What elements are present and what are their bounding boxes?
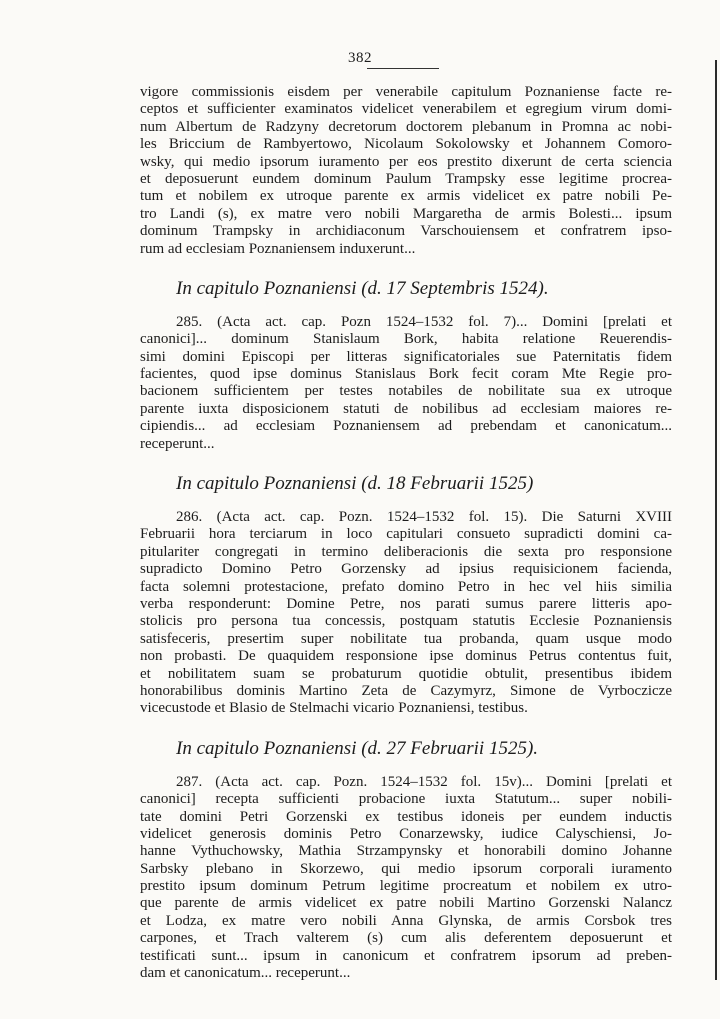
- text-line: num Albertum de Radzyny decretorum doctorem plebanum in Promna ac nobi-: [140, 118, 672, 135]
- text-line: vigore commissionis eisdem per venerabile capitulum Poznaniense facte re-: [140, 84, 672, 100]
- text-line: parente iuxta disposicionem statuti de nobilibus ad ecclesiam maiores re-: [140, 400, 672, 417]
- text-line: receperunt...: [140, 435, 215, 452]
- text-line: honorabilibus dominis Martino Zeta de Cazymyrz, Simone de Vyrboczicze: [140, 682, 672, 699]
- text-line: tro Landi (s), ex matre vero nobili Margaretha de armis Bolesti... ipsum: [140, 205, 672, 222]
- text-line: cipiendis... ad ecclesiam Poznaniensem ad prebendam et canonicatum...: [140, 418, 672, 435]
- text-line: 285. (Acta act. cap. Pozn 1524–1532 fol. 7)... Domini [prelati et: [176, 313, 672, 330]
- text-line: vicecustode et Blasio de Stelmachi vicario Poznaniensi, testibus.: [140, 700, 528, 717]
- text-line: pitulariter congregati in termino deliberacionis die sexta pro responsione: [140, 543, 672, 560]
- document-body: [140, 84, 672, 982]
- text-line: videlicet generosis dominis Petro Conarzewsky, iudice Calyschiensi, Jo-: [140, 825, 672, 842]
- text-line: canonici]... dominum Stanislaum Bork, habita relatione Reuerendis-: [140, 331, 672, 348]
- text-line: tum et nobilem ex utroque parente ex armis videlicet ex patre nobili Pe-: [140, 188, 672, 205]
- text-line: hanne Vythuchowsky, Mathia Strzampynsky et honorabili domino Johanne: [140, 843, 672, 860]
- section-heading: In capitulo Poznaniensi (d. 18 Februarii 1525): [176, 473, 534, 495]
- text-line: supradicto Domino Petro Gorzensky ad ipsius requisicionem facienda,: [140, 561, 672, 578]
- entry-285: [140, 314, 672, 453]
- entry-286: [140, 509, 672, 718]
- text-line: prestito ipsum dominum Petrum legitime procreatum et nobilem ex utro-: [140, 878, 672, 895]
- text-line: wsky, qui medio ipsorum iuramento per eos prestito dixerunt de certa sciencia: [140, 153, 672, 170]
- text-line: tate domini Petri Gorzenski ex testibus idoneis per eundem inductis: [140, 808, 672, 825]
- text-line: Sarbsky plebano in Skorzewo, qui medio ipsorum corporali iuramento: [140, 860, 672, 877]
- page-edge-shadow: [715, 60, 717, 980]
- text-line: 287. (Acta act. cap. Pozn. 1524–1532 fol. 15v)... Domini [prelati et: [176, 773, 672, 790]
- text-line: et deposuerunt eundem dominum Paulum Trampsky esse legitime procrea-: [140, 170, 672, 187]
- text-line: facta solemni protestacione, prefato domino Petro in hec vel hiis similia: [140, 578, 672, 595]
- text-line: bacionem sufficientem per testes notabiles de nobilitate sua ex utroque: [140, 383, 672, 400]
- text-line: non probasti. De quaquidem responsione ipse dominus Petrus contentus fuit,: [140, 648, 672, 665]
- text-line: canonici] recepta sufficienti probacione iuxta Statutum... super nobili-: [140, 791, 672, 808]
- text-line: dam et canonicatum... receperunt...: [140, 965, 351, 982]
- text-line: que parente de armis videlicet ex patre nobili Martino Gorzenski Nalancz: [140, 895, 672, 912]
- page-number-rule: [367, 68, 439, 69]
- text-line: verba responderunt: Domine Petre, nos parati sumus parere litteris apo-: [140, 595, 672, 612]
- text-line: facientes, quod ipse dominus Stanislaus Bork fecit coram Mte Regie pro-: [140, 366, 672, 383]
- section-heading: In capitulo Poznaniensi (d. 27 Februarii 1525).: [176, 737, 539, 759]
- paragraph-continuation: [140, 84, 672, 258]
- text-line: testificati sunt... ipsum in canonicum et confratrem ipsorum ad preben-: [140, 947, 672, 964]
- text-line: stolicis pro persona tua concessis, postquam statutis Ecclesie Poznaniensis: [140, 613, 672, 630]
- text-line: rum ad ecclesiam Poznaniensem induxerunt...: [140, 240, 416, 257]
- text-line: dominum Trampsky in archidiaconum Varschouiensem et confratrem ipso-: [140, 223, 672, 240]
- text-line: simi domini Episcopi per litteras significatoriales sue Paternitatis fidem: [140, 348, 672, 365]
- text-line: carpones, et Trach valterem (s) cum alis deferentem deposuerunt et: [140, 930, 672, 947]
- entry-287: [140, 774, 672, 983]
- page-number: 382: [348, 50, 372, 66]
- text-line: et Lodza, ex matre vero nobili Anna Glynska, de armis Corsbok tres: [140, 912, 672, 929]
- text-line: Februarii hora terciarum in loco capitulari consueto supradicti domini ca-: [140, 526, 672, 543]
- text-line: ceptos et sufficienter examinatos videlicet venerabilem et egregium virum domi-: [140, 101, 672, 118]
- text-line: et nobilitatem suam se probaturum quotidie obtulit, presentibus ibidem: [140, 665, 672, 682]
- text-line: 286. (Acta act. cap. Pozn. 1524–1532 fol. 15). Die Saturni XVIII: [176, 509, 672, 526]
- text-line: satisfeceris, presertim super nobilitate tua probanda, quam usque modo: [140, 630, 672, 647]
- text-line: les Briccium de Rambyertowo, Nicolaum Sokolowsky et Johannem Comoro-: [140, 136, 672, 153]
- section-heading: In capitulo Poznaniensi (d. 17 Septembris 1524).: [176, 277, 549, 299]
